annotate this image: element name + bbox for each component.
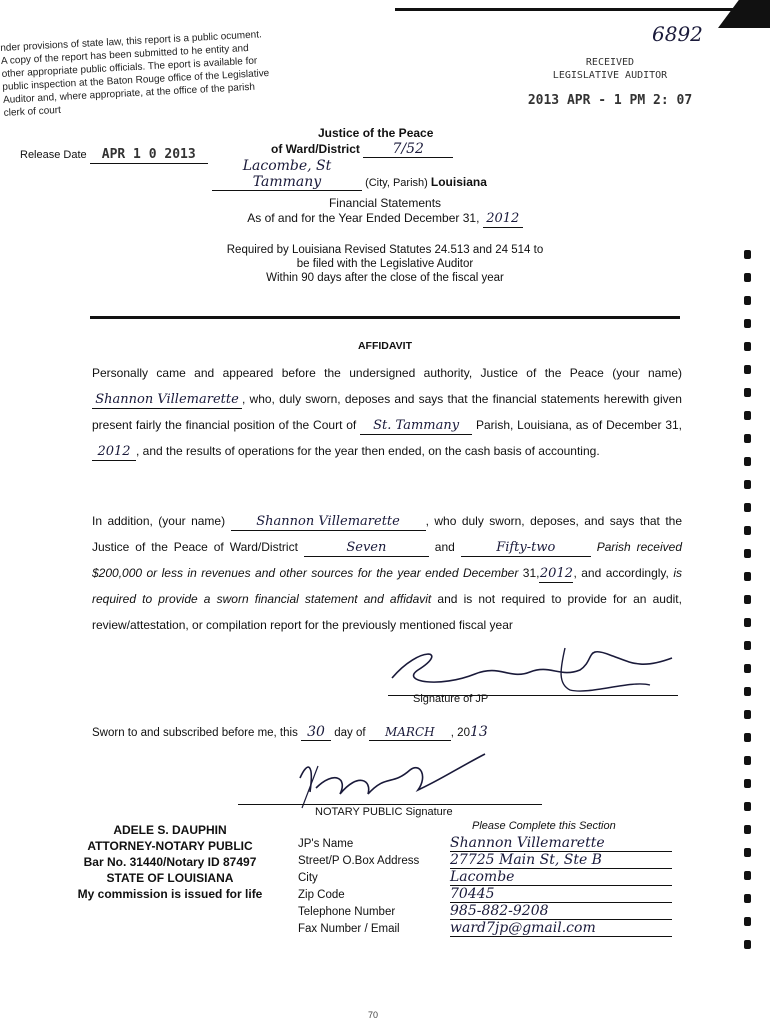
notary-bar-id: Bar No. 31440/Notary ID 87497 (83, 855, 257, 869)
contact-section-heading: Please Complete this Section (472, 820, 616, 832)
ward-label: of Ward/District (271, 142, 360, 156)
contact-value-phone: 985-882-9208 (450, 903, 672, 920)
notary-commission: My commission is issued for life (77, 887, 263, 901)
contact-value-email: ward7jp@gmail.com (450, 920, 672, 937)
contact-label-name: JP's Name (298, 838, 354, 850)
public-record-notice: nder provisions of state law, this report is a public ocument. A copy of the report has been submitted to he entity and other appropriate public officials. The eport is available for public inspection at the Baton Rouge office of the Legislative Auditor and, where appropriate, at the office of the parish clerk of court (0, 29, 270, 119)
contact-label-city: City (298, 872, 318, 884)
notary-state: STATE OF LOUISIANA (106, 871, 234, 885)
contact-label-address: Street/P O.Box Address (298, 855, 420, 867)
ward-value: 7/52 (363, 141, 453, 158)
city-parish-row (212, 158, 487, 191)
scan-corner-mark (718, 0, 770, 28)
received-stamp (525, 56, 695, 107)
stamp-auditor: LEGISLATIVE AUDITOR (552, 70, 668, 81)
sworn-month: MARCH (369, 724, 451, 741)
contact-label-phone: Telephone Number (298, 906, 396, 918)
affidavit-paragraph-1: Personally came and appeared before the undersigned authority, Justice of the Peace (your name) Shannon Villemarette , who, duly sworn, deposes and says that the financial statements herewith given present fairly the financial position of the Court of St. Tammany Parish, Louisiana, as of December 31, 2012 , and the results of operations for the year then ended, on the cash basis of accounting. (92, 366, 682, 459)
year-handwritten: 2012 (92, 444, 136, 461)
jp-name-handwritten: Shannon Villemarette (92, 392, 242, 409)
release-date-row (20, 147, 208, 164)
page-title: Justice of the Peace (318, 126, 434, 140)
contact-value-address: 27725 Main St, Ste B (450, 852, 672, 869)
sworn-day: 30 (301, 724, 331, 741)
state-name: Louisiana (430, 175, 487, 189)
jp-name-handwritten-2: Shannon Villemarette (231, 514, 426, 531)
year-handwritten-2: 2012 (539, 566, 573, 581)
city-parish-label: (City, Parish) (365, 177, 428, 189)
ward-row (271, 141, 453, 158)
document-number: 6892 (652, 22, 703, 46)
affidavit-paragraph-2: In addition, (your name) Shannon Villemarette , who duly sworn, deposes, and says that the Justice of the Peace of Ward/District Seven and Fifty-two Parish received $200,000 or less in revenues and other sources for the year ended December 31,2012, and accordingly, is required to provide a sworn financial statement and affidavit and is not required to provide for an audit, review/attestation, or compilation report for the previously mentioned fiscal year (92, 514, 683, 632)
sworn-row: Sworn to and subscribed before me, this 30 day of MARCH , 2013 (92, 724, 488, 740)
notary-title: ATTORNEY-NOTARY PUBLIC (87, 839, 253, 853)
release-date-label: Release Date (20, 149, 87, 161)
contact-value-city: Lacombe (450, 869, 672, 886)
notary-name: ADELE S. DAUPHIN (113, 823, 227, 837)
contact-value-zip: 70445 (450, 886, 672, 903)
fs-as-of: As of and for the Year Ended December 31, 2012 (150, 211, 620, 228)
contact-label-zip: Zip Code (298, 889, 345, 901)
financial-statements-heading (150, 196, 620, 228)
signature-label: Signature of JP (413, 693, 489, 705)
affidavit-title: AFFIDAVIT (357, 340, 413, 352)
stamp-received: RECEIVED (585, 57, 635, 68)
notary-signature (290, 748, 500, 810)
binding-edge-marks (744, 250, 766, 963)
contact-label-email: Fax Number / Email (298, 923, 400, 935)
section-divider (90, 316, 680, 319)
notary-seal-block (40, 822, 300, 902)
scan-top-line (395, 8, 745, 11)
fs-year: 2012 (483, 211, 523, 228)
district-word-handwritten: Fifty-two (461, 540, 591, 557)
release-date-value: APR 1 0 2013 (90, 147, 208, 164)
page-number: 70 (368, 1010, 379, 1020)
contact-value-name: Shannon Villemarette (450, 835, 672, 852)
stamp-date: 2013 APR - 1 PM 2: 07 (527, 93, 693, 108)
city-parish-value: Lacombe, St Tammany (212, 158, 362, 191)
statute-requirement: Required by Louisiana Revised Statutes 24.513 and 24 514 to be filed with the Legislative Auditor Within 90 days after the close of the fiscal year (226, 244, 544, 284)
court-handwritten: St. Tammany (360, 418, 472, 435)
fs-title: Financial Statements (328, 196, 442, 210)
sworn-year: 13 (469, 724, 488, 740)
notary-signature-label: NOTARY PUBLIC Signature (315, 806, 453, 818)
notary-signature-line (238, 804, 542, 805)
ward-word-handwritten: Seven (304, 540, 429, 557)
